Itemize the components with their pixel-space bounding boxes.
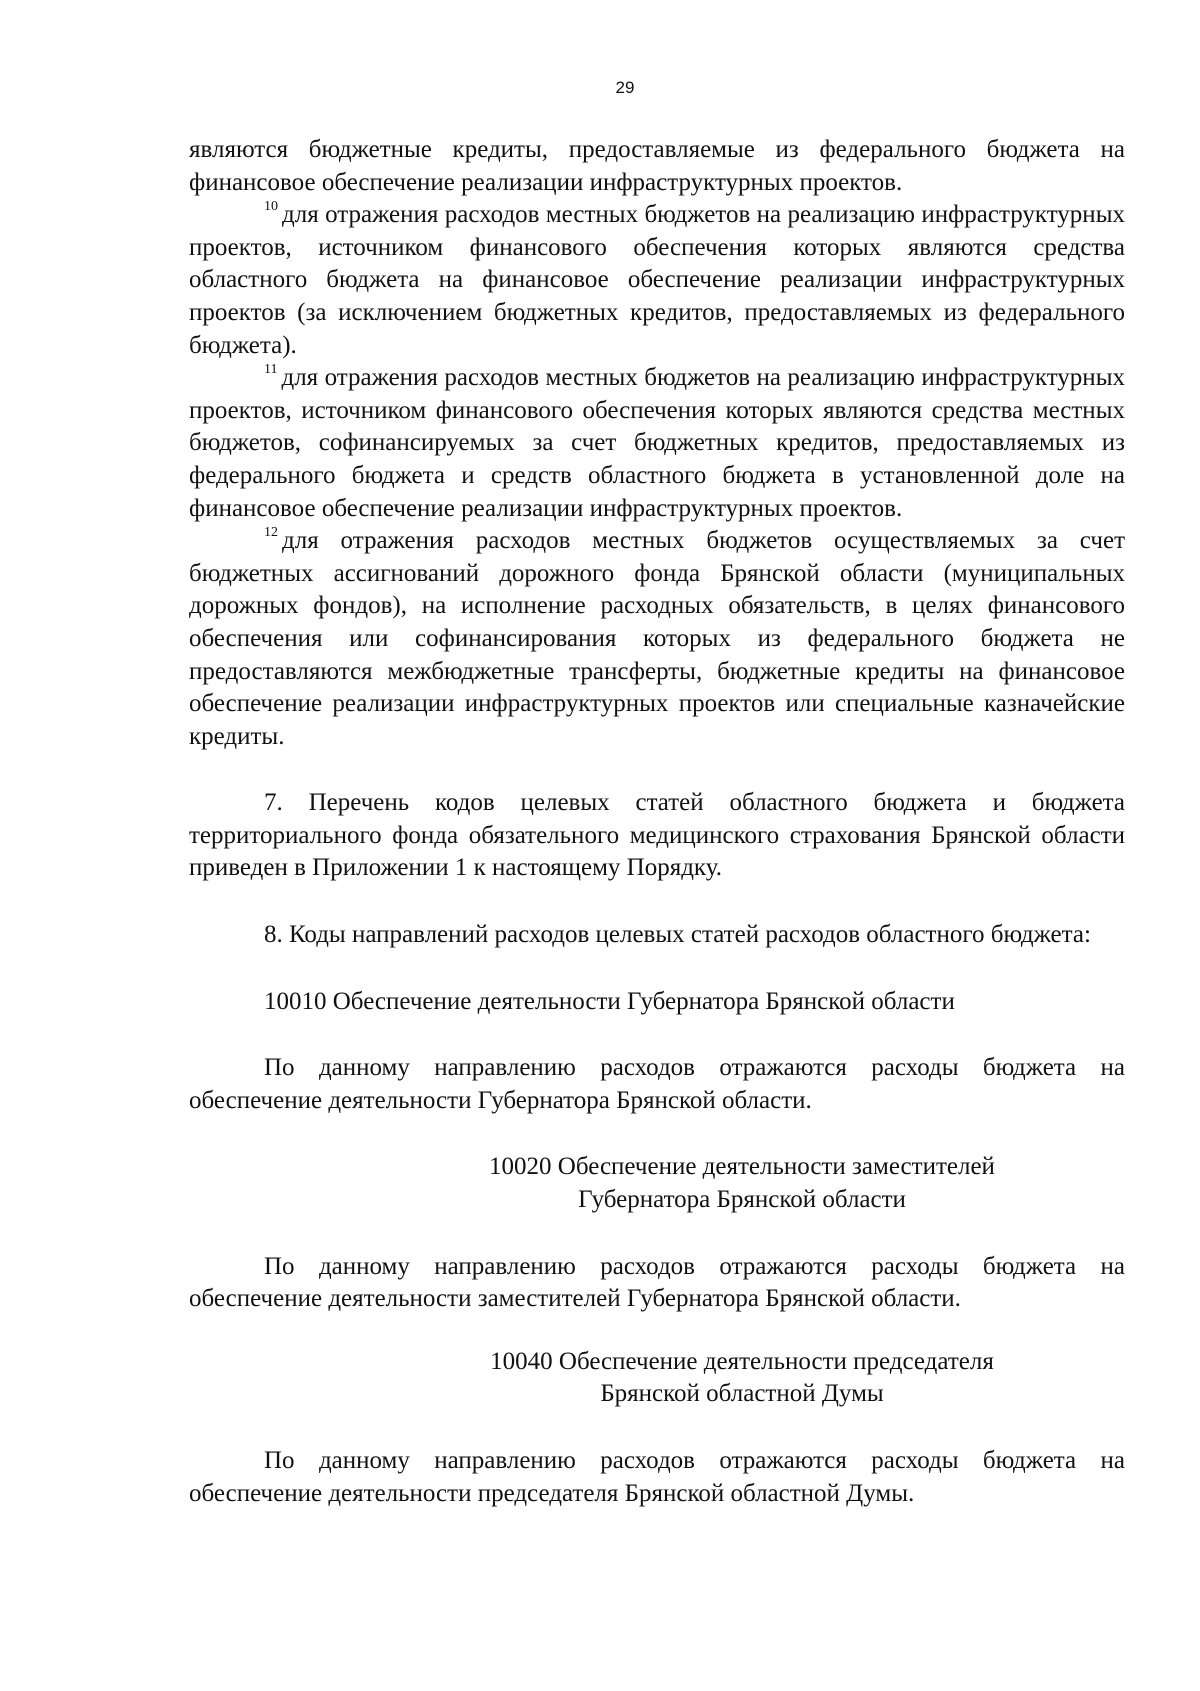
section-10010-heading: 10010 Обеспечение деятельности Губернатора Брянской области [264,987,955,1015]
footnote-11 [189,362,1125,525]
footnote-10 [189,199,1125,362]
footnote-10-text: для отражения расходов местных бюджетов на реализацию инфраструктурных проектов, источником финансового обеспечения которых являются средства областного бюджета на финансовое обеспечение реализации инфраструктурных проектов (за исключением бюджетных кредитов, предоставляемых из федерального бюджета). [189,201,1125,359]
footnote-11-text: для отражения расходов местных бюджетов на реализацию инфраструктурных проектов, источником финансового обеспечения которых являются средства местных бюджетов, софинансируемых за счет бюджетных кредитов, предоставляемых из федерального бюджета и средств областного бюджета в установленной доле на финансовое обеспечение реализации инфраструктурных проектов. [189,364,1125,522]
footnote-12-text: для отражения расходов местных бюджетов осуществляемых за счет бюджетных ассигнований дорожного фонда Брянской области (муниципальных дорожных фондов), на исполнение расходных обязательств, в целях финансового обеспечения или софинансирования которых из федерального бюджета не предоставляются межбюджетные трансферты, бюджетные кредиты на финансовое обеспечение реализации инфраструктурных проектов или специальные казначейские кредиты. [189,527,1125,750]
section-10040-heading-line2: Брянской областной Думы [600,1380,884,1408]
footnote-marker-10: 10 [264,199,278,215]
section-10040-body: По данному направлению расходов отражаются расходы бюджета на обеспечение деятельности председателя Брянской областной Думы. [189,1447,1125,1507]
item-8: 8. Коды направлений расходов целевых статей расходов областного бюджета: [264,921,1091,949]
section-10020-heading-line2: Губернатора Брянской области [578,1186,906,1214]
footnote-marker-12: 12 [264,525,278,541]
section-10010-body: По данному направлению расходов отражаются расходы бюджета на обеспечение деятельности Губернатора Брянской области. [189,1054,1125,1114]
section-10020-body: По данному направлению расходов отражаются расходы бюджета на обеспечение деятельности заместителей Губернатора Брянской области. [189,1252,1125,1313]
section-10040-heading-line1: 10040 Обеспечение деятельности председателя [490,1347,994,1375]
page-number: 29 [615,78,635,97]
document-body [189,134,1125,1510]
paragraph-continuation: являются бюджетные кредиты, предоставляемые из федерального бюджета на финансовое обеспечение реализации инфраструктурных проектов. [189,136,1125,196]
section-10020-heading-line1: 10020 Обеспечение деятельности заместителей [489,1153,995,1181]
item-7: 7. Перечень кодов целевых статей областного бюджета и бюджета территориального фонда обязательного медицинского страхования Брянской области приведен в Приложении 1 к настоящему Порядку. [189,789,1125,882]
footnote-marker-11: 11 [264,362,278,378]
footnote-12 [189,525,1125,753]
